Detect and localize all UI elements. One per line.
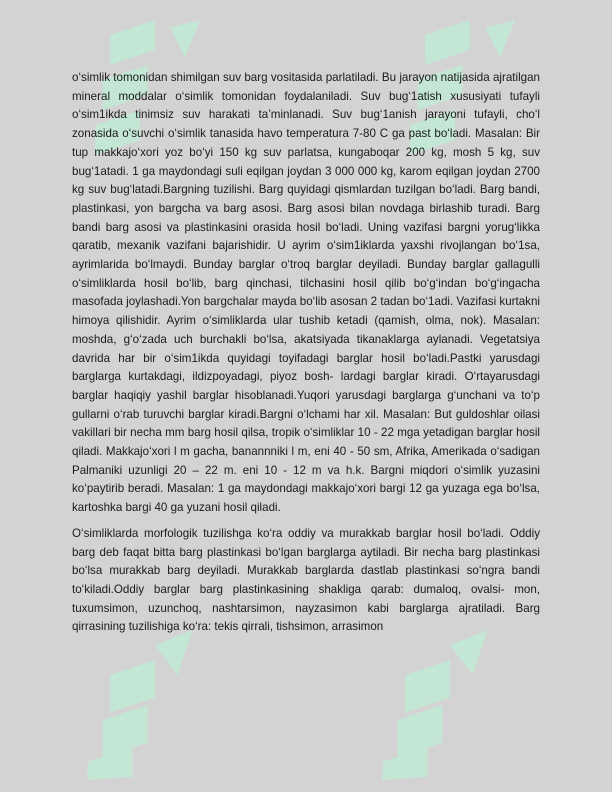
paragraph-1: o‘simlik tomonidan shimilgan suv barg vositasida parlatiladi. Bu jarayon natijasida ajratilgan mineral moddalar o‘simlik tomonidan foydalaniladi. Suv bug‘1atish xususiyati tufayli o‘sim1ikda tinimsiz suv harakati ta’minlanadi. Suv bug‘1anish jarayoni tufayli, cho‘l zonasida o‘suvchi o‘simlik tanasida havo temperatura 7-80 C ga past bo‘ladi. Masalan: Bir tup makkajo‘xori yoz bo‘yi 150 kg suv parlatsa, kungaboqar 200 kg, mosh 5 kg, suv bug‘1atadi. 1 ga maydondagi suli eqilgan joydan 3 000 000 kg, karom eqilgan joydan 2700 kg suv bug‘latadi.Bargning tuzilishi. Barg quyidagi qismlardan tuzilgan bo‘ladi. Barg bandi, plastinkasi, yon bargcha va barg asosi. Barg asosi bilan novdaga birlashib turadi. Barg bandi barg asosi va plastinkasini orasida hosil bo‘ladi. Uning vazifasi bargni yorug‘likka qaratib, mexanik vazifani bajarishidir. U ayrim o‘sim1iklarda yaxshi rivojlangan bo‘1sa, ayrimlarida bo‘lmaydi. Bunday barglar o‘troq barglar deyiladi. Bunday barglar gallagulli o‘simliklarda hosil bo‘lib, barg qinchasi, tilchasini hosil qilib bo‘g‘indan bo‘g‘ingacha masofada joylashadi.Yon bargchalar mayda bo‘lib asosan 2 tadan bo‘1adi. Vazifasi kurtakni himoya qilishidir. Ayrim o‘simliklarda ular tushib ketadi (qamish, olma, nok). Masalan: moshda, g‘o‘zada uch burchakli bo‘lsa, akatsiyada tikanaklarga aylanadi. Vegetatsiya davrida har bir o‘sim1ikda quyidagi toyifadagi barglar hosil bo‘ladi.Pastki yarusdagi barglarga kurtakdagi, ildizpoyadagi, piyoz bosh- lardagi barglar kiradi. O‘rtayarusdagi barglar haqiqiy yashil barglar hisoblanadi.Yuqori yarusdagi barglarga g‘unchani va to‘p gullarni o‘rab turuvchi barglar kiradi.Bargni o‘lchami har xil. Masalan: But guldoshlar oilasi vakillari bir necha mm barg hosil qilsa, tropik o‘simliklar 10 - 22 mga yetadigan barglar hosil qiladi. Makkajo‘xori l m gacha, banannniki l m, eni 40 - 50 sm, Afrika, Amerikada o‘sadigan Palmaniki uzunligi 20 – 22 m. eni 10 - 12 m va h.k. Bargni miqdori o‘simlik yuzasini ko‘paytirib beradi. Masalan: 1 ga maydondagi makkajo‘xori bargi 12 ga yuzaga ega bo‘lsa, kartoshka bargi 40 ga yuzani hosil qiladi. (72, 71, 540, 515)
watermark-logo-icon (65, 630, 215, 780)
document-body (72, 69, 540, 644)
watermark-logo-icon (360, 630, 510, 780)
paragraph-2: O‘simliklarda morfologik tuzilishga ko‘ra oddiy va murakkab barglar hosil bo‘ladi. Oddiy barg deb faqat bitta barg plastinkasi bo‘lgan barglarga aytiladi. Bir necha barg plastinkasi bo‘lsa murakkab barg deyiladi. Murakkab barglarda dastlab plastinkasi so‘ngra bandi to‘kiladi.Oddiy barglar barg plastinkasining shakliga qarab: dumaloq, ovalsi- mon, tuxumsimon, uzunchoq, nashtarsimon, nayzasimon kabi barglarga ajratiladi. Barg qirrasining tuzilishiga ko‘ra: tekis qirrali, tishsimon, arrasimon (72, 526, 540, 634)
